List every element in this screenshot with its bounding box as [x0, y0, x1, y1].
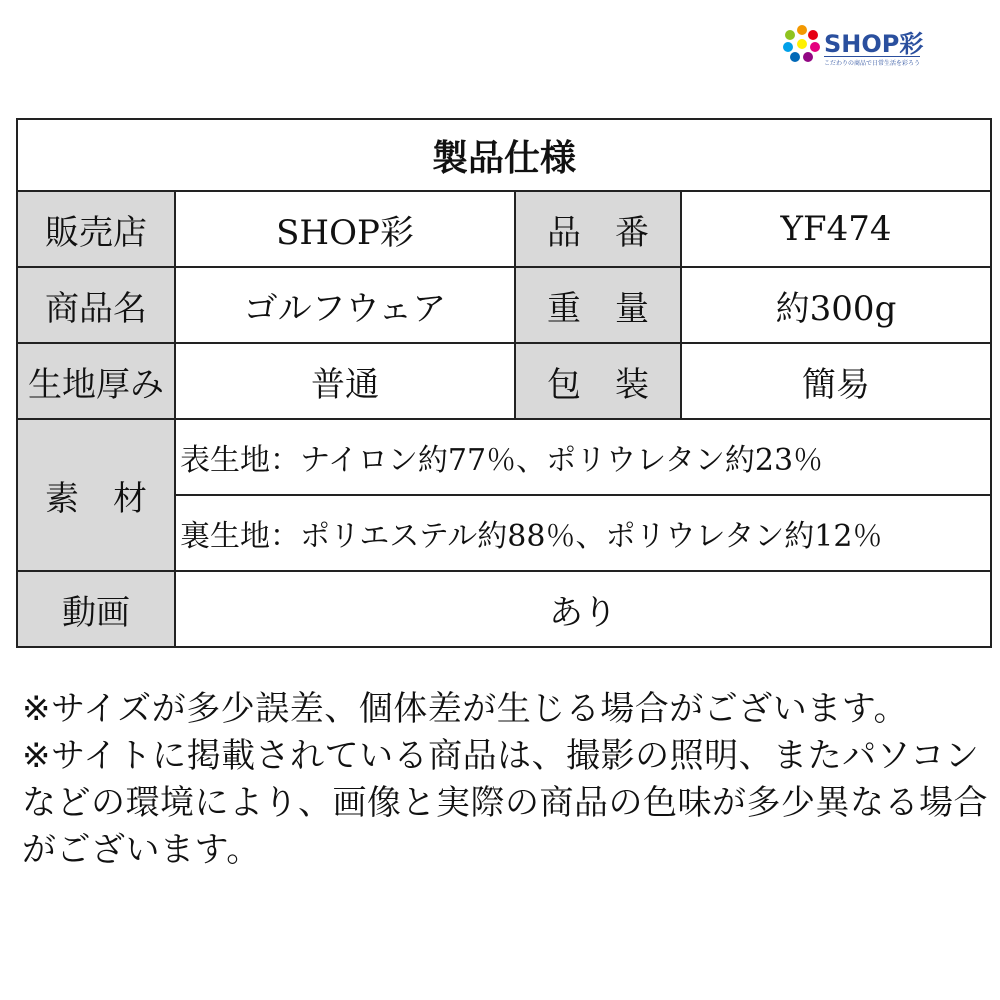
logo-tagline: こだわりの商品で日常生活を彩ろう	[824, 56, 920, 67]
fabric-thickness-label: 生地厚み	[17, 343, 175, 419]
shop-logo	[780, 22, 930, 72]
product-name-value: ゴルフウェア	[175, 267, 515, 343]
product-name-label: 商品名	[17, 267, 175, 343]
flower-logo-icon	[780, 22, 824, 66]
spec-table	[16, 118, 992, 648]
material-outer: 表生地：ナイロン約77％、ポリウレタン約23％	[175, 419, 991, 495]
note-color: ※サイトに掲載されている商品は、撮影の照明、またパソコンなどの環境により、画像と実際の商品の色味が多少異なる場合がございます。	[22, 736, 988, 870]
packaging-label: 包 装	[515, 343, 681, 419]
video-value: あり	[175, 571, 991, 647]
disclaimer-notes	[22, 686, 992, 874]
spec-row	[17, 343, 991, 419]
video-row	[17, 571, 991, 647]
weight-value: 約300g	[681, 267, 991, 343]
video-label: 動画	[17, 571, 175, 647]
item-number-value: YF474	[681, 191, 991, 267]
weight-label: 重 量	[515, 267, 681, 343]
spec-row	[17, 191, 991, 267]
material-inner: 裏生地：ポリエステル約88％、ポリウレタン約12％	[175, 495, 991, 571]
material-label: 素 材	[17, 419, 175, 571]
spec-title-row	[17, 119, 991, 191]
spec-row	[17, 267, 991, 343]
seller-value: SHOP彩	[175, 191, 515, 267]
material-row	[17, 419, 991, 495]
seller-label: 販売店	[17, 191, 175, 267]
item-number-label: 品 番	[515, 191, 681, 267]
spec-title: 製品仕様	[17, 119, 991, 191]
logo-wordmark: SHOP彩	[824, 30, 924, 58]
note-size: ※サイズが多少誤差、個体差が生じる場合がございます。	[22, 689, 909, 729]
fabric-thickness-value: 普通	[175, 343, 515, 419]
packaging-value: 簡易	[681, 343, 991, 419]
